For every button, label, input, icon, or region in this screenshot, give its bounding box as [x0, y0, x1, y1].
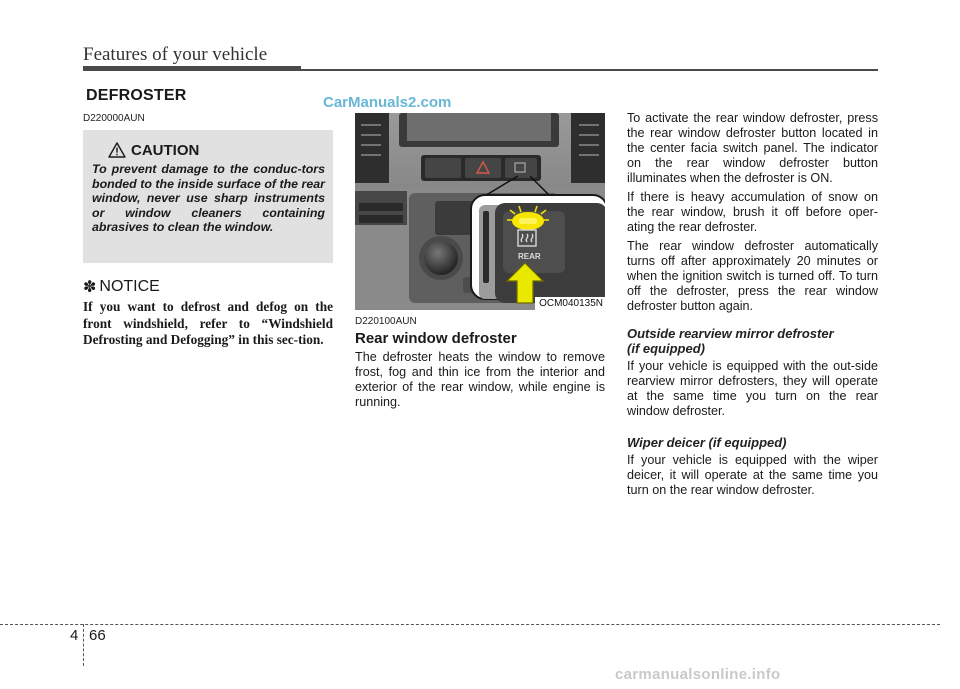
mirror-defroster-heading [627, 326, 878, 356]
warning-triangle-icon [108, 142, 126, 158]
rear-window-title: Rear window defroster [355, 330, 517, 347]
caution-box [83, 130, 333, 263]
chapter-number: 4 [70, 627, 79, 644]
snow-paragraph: If there is heavy accumulation of snow on the rear window, brush it off before oper-ating the rear defroster. [627, 190, 878, 234]
figure-button-label: REAR [518, 252, 541, 261]
mirror-defroster-qualifier: (if equipped) [627, 341, 705, 356]
wiper-deicer-heading: Wiper deicer (if equipped) [627, 435, 787, 450]
mirror-defroster-title: Outside rearview mirror defroster [627, 326, 834, 341]
header-bar [83, 66, 301, 71]
footer-rule [0, 624, 940, 625]
page-header-title: Features of your vehicle [83, 44, 268, 65]
mirror-defroster-text: If your vehicle is equipped with the out-side rearview mirror defrosters, they will operate at the same time you turn on the rear window defroster. [627, 359, 878, 418]
page-number: 66 [89, 627, 106, 644]
section-title: DEFROSTER [86, 87, 187, 104]
watermark-bottom[interactable]: carmanualsonline.info [615, 666, 781, 683]
rear-window-text: The defroster heats the window to remove frost, fog and thin ice from the interior and exterior of the rear window, while engine is running. [355, 350, 605, 409]
wiper-deicer-text: If your vehicle is equipped with the wiper deicer, it will operate at the same time you turn on the rear window defroster. [627, 453, 878, 497]
section-code: D220000AUN [83, 113, 145, 124]
defroster-button-figure [355, 113, 605, 310]
notice-symbol-icon: ✽ [83, 279, 97, 296]
footer-separator [83, 624, 84, 666]
activate-paragraph: To activate the rear window defroster, press the rear window defroster button located in the center facia switch panel. The indicator on the rear window defroster button illuminates when the defroster is ON. [627, 111, 878, 185]
notice-title: NOTICE [99, 278, 160, 295]
notice-text: If you want to defrost and defog on the front windshield, refer to “Windshield Defrosting and Defogging” in this sec-tion. [83, 299, 333, 348]
rear-window-code: D220100AUN [355, 316, 417, 327]
header-rule [301, 69, 878, 71]
auto-off-paragraph: The rear window defroster automatically turns off after approximately 20 minutes or when the ignition switch is turned off. To turn off the defroster, press the rear window defroster button again. [627, 239, 878, 313]
column-three [627, 111, 878, 502]
caution-title: CAUTION [131, 141, 200, 159]
caution-header [92, 140, 325, 160]
notice-heading [83, 277, 160, 297]
caution-text: To prevent damage to the conduc-tors bonded to the inside surface of the rear window, never use sharp instruments or window cleaners containing abrasives to clean the window. [92, 162, 325, 235]
watermark-top[interactable]: CarManuals2.com [323, 94, 452, 111]
figure-caption: OCM040135N [535, 297, 605, 310]
center-facia-illustration [355, 113, 605, 310]
